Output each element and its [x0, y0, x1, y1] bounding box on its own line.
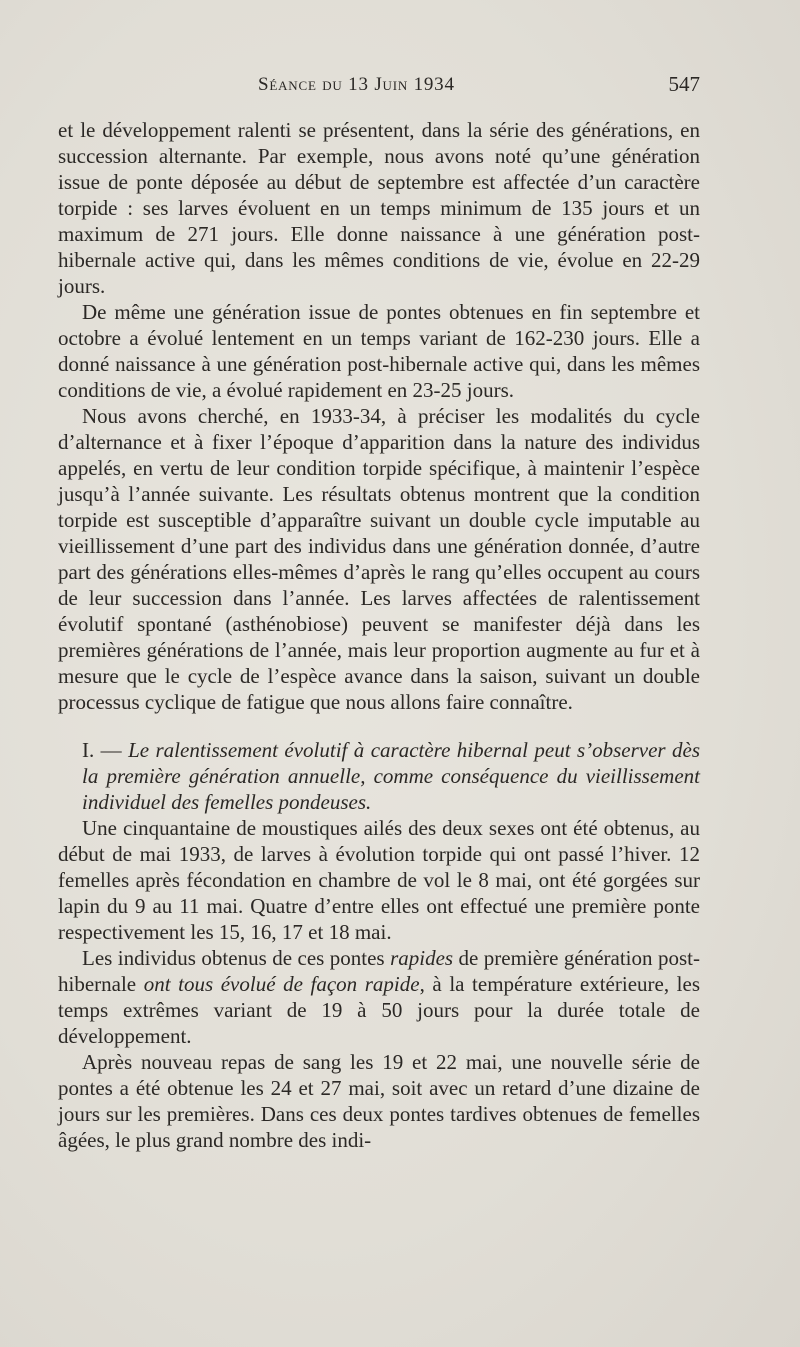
paragraph-with-emphasis [58, 945, 700, 1049]
paragraph: Une cinquantaine de moustiques ailés des deux sexes ont été obtenus, au début de mai 1933, de larves à évolution torpide qui ont passé l’hiver. 12 femelles après fécondation en chambre de vol le 8 mai, ont été gorgées sur lapin du 9 au 11 mai. Quatre d’entre elles ont effectué une première ponte respectivement les 15, 16, 17 et 18 mai. [58, 816, 700, 944]
text-run: Les individus obtenus de ces pontes [82, 946, 391, 970]
text-run: de première génération post-hibernale [58, 946, 700, 996]
emphasis-text: ont tous évolué de façon rapide [143, 972, 420, 996]
section-number: I. — [82, 738, 122, 762]
emphasis-text: rapides [390, 946, 454, 970]
page-number: 547 [668, 72, 700, 96]
section-title: Le ralentissement évolutif à caractère hibernal peut s’observer dès la première génération annuelle, comme conséquence du vieillissement individuel des femelles pondeuses. [82, 738, 701, 814]
paragraph: Nous avons cherché, en 1933-34, à préciser les modalités du cycle d’alternance et à fixer l’époque d’apparition dans la nature des individus appelés, en vertu de leur condition torpide spécifique, à maintenir l’espèce jusqu’à l’année suivante. Les résultats obtenus montrent que la condition torpide est susceptible d’apparaître suivant un double cycle imputable au vieillissement d’une part des individus dans une génération donnée, d’autre part des générations elles-mêmes d’après le rang qu’elles occupent au cours de leur succession dans l’année. Les larves affectées de ralentissement évolutif spontané (asthénobiose) peuvent se manifester déjà dans les premières générations de l’année, mais leur proportion augmente au fur et à mesure que le cycle de l’espèce avance dans la saison, suivant un double processus cyclique de fatigue que nous allons faire connaître. [58, 404, 700, 714]
running-head: Séance du 13 Juin 1934 [258, 74, 455, 95]
text-run: , à la température extérieure, les temps extrêmes variant de 19 à 50 jours pour la durée totale de développement. [58, 972, 701, 1048]
page-header [58, 72, 700, 102]
paragraph-last: Après nouveau repas de sang les 19 et 22 mai, une nouvelle série de pontes a été obtenue les 24 et 27 mai, soit avec un retard d’une dizaine de jours sur les premières. Dans ces deux pontes tardives obtenues de femelles âgées, le plus grand nombre des indi- [58, 1050, 700, 1152]
body-text [58, 117, 700, 1153]
section-heading [58, 737, 700, 815]
paragraph-continued: et le développement ralenti se présentent, dans la série des générations, en succession alternante. Par exemple, nous avons noté qu’une génération issue de ponte déposée au début de septembre est affectée d’un caractère torpide : ses larves évoluent en un temps minimum de 135 jours et un maximum de 271 jours. Elle donne naissance à une génération post-hibernale active qui, dans les mêmes conditions de vie, évolue en 22-29 jours. [58, 118, 700, 298]
paragraph: De même une génération issue de pontes obtenues en fin septembre et octobre a évolué lentement en un temps variant de 162-230 jours. Elle a donné naissance à une génération post-hibernale active qui, dans les mêmes conditions de vie, a évolué rapidement en 23-25 jours. [58, 300, 700, 402]
